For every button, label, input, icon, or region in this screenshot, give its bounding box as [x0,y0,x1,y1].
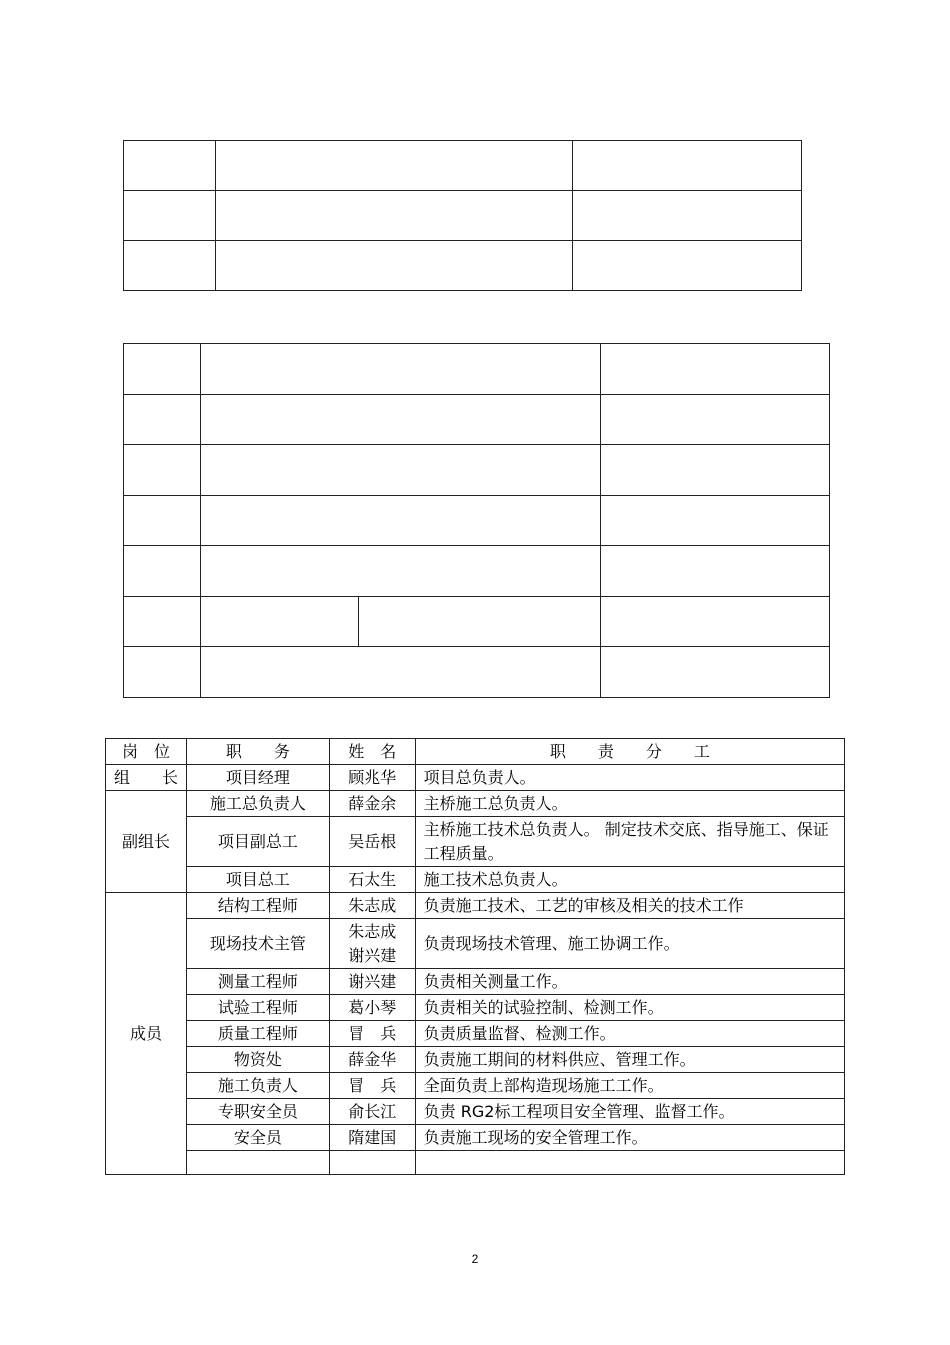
empty-table-2 [123,343,830,698]
group-members-cell: 成员 [106,893,187,1175]
name-cell [329,919,415,969]
name-cell: 薛金华 [329,1047,415,1073]
table-row [106,969,845,995]
responsibility-cell: 项目总负责人。 [415,765,844,791]
page-number: 2 [471,1252,479,1266]
table-row [124,495,830,546]
table-row [106,765,845,791]
duty-cell: 专职安全员 [186,1099,329,1125]
responsibility-cell: 全面负责上部构造现场施工工作。 [415,1073,844,1099]
header-duty: 职 务 [186,739,329,765]
duty-cell: 项目经理 [186,765,329,791]
responsibility-table [105,738,845,1175]
responsibility-cell: 负责 RG2标工程项目安全管理、监督工作。 [415,1099,844,1125]
header-post: 岗 位 [106,739,187,765]
duty-cell: 物资处 [186,1047,329,1073]
name-cell: 顾兆华 [329,765,415,791]
responsibility-cell: 主桥施工技术总负责人。 制定技术交底、指导施工、保证工程质量。 [415,817,844,867]
name-cell: 吴岳根 [329,817,415,867]
table-row [124,546,830,597]
group-deputy-cell: 副组长 [106,791,187,893]
name-cell: 冒 兵 [329,1073,415,1099]
duty-cell: 测量工程师 [186,969,329,995]
table-row [106,791,845,817]
table-row [124,241,802,291]
header-name: 姓 名 [329,739,415,765]
duty-cell: 质量工程师 [186,1021,329,1047]
responsibility-cell: 负责施工现场的安全管理工作。 [415,1125,844,1151]
table-row [106,1073,845,1099]
duty-cell: 安全员 [186,1125,329,1151]
duty-cell: 施工负责人 [186,1073,329,1099]
table-header-row [106,739,845,765]
responsibility-cell: 负责质量监督、检测工作。 [415,1021,844,1047]
responsibility-cell: 负责现场技术管理、施工协调工作。 [415,919,844,969]
table-row [124,596,830,647]
duty-cell: 试验工程师 [186,995,329,1021]
name-cell: 隋建国 [329,1125,415,1151]
name-cell: 谢兴建 [329,969,415,995]
header-responsibility: 职 责 分 工 [415,739,844,765]
table-row [124,394,830,445]
table-row [106,1099,845,1125]
table-row [106,1047,845,1073]
table-row [106,919,845,969]
duty-cell: 现场技术主管 [186,919,329,969]
table-row [124,141,802,191]
name-cell: 石太生 [329,867,415,893]
responsibility-cell: 负责相关的试验控制、检测工作。 [415,995,844,1021]
name-cell: 葛小琴 [329,995,415,1021]
table-row [124,344,830,395]
name-line-1: 朱志成 [348,921,397,941]
name-cell: 薛金余 [329,791,415,817]
responsibility-cell: 负责施工技术、工艺的审核及相关的技术工作 [415,893,844,919]
table-row [106,995,845,1021]
duty-cell: 施工总负责人 [186,791,329,817]
duty-cell: 结构工程师 [186,893,329,919]
table-row [106,1021,845,1047]
name-cell: 俞长江 [329,1099,415,1125]
table-row [124,647,830,698]
name-line-2: 谢兴建 [348,945,397,965]
name-cell: 朱志成 [329,893,415,919]
table-row [106,817,845,867]
table-row-empty [106,1151,845,1175]
table-row [124,445,830,496]
group-leader-cell: 组 长 [106,765,187,791]
responsibility-cell: 负责相关测量工作。 [415,969,844,995]
table-row [106,867,845,893]
responsibility-cell: 负责施工期间的材料供应、管理工作。 [415,1047,844,1073]
responsibility-cell: 施工技术总负责人。 [415,867,844,893]
table-row [124,191,802,241]
empty-table-1 [123,140,802,291]
table-row [106,1125,845,1151]
responsibility-cell: 主桥施工总负责人。 [415,791,844,817]
name-cell: 冒 兵 [329,1021,415,1047]
duty-cell: 项目副总工 [186,817,329,867]
table-row [106,893,845,919]
duty-cell: 项目总工 [186,867,329,893]
